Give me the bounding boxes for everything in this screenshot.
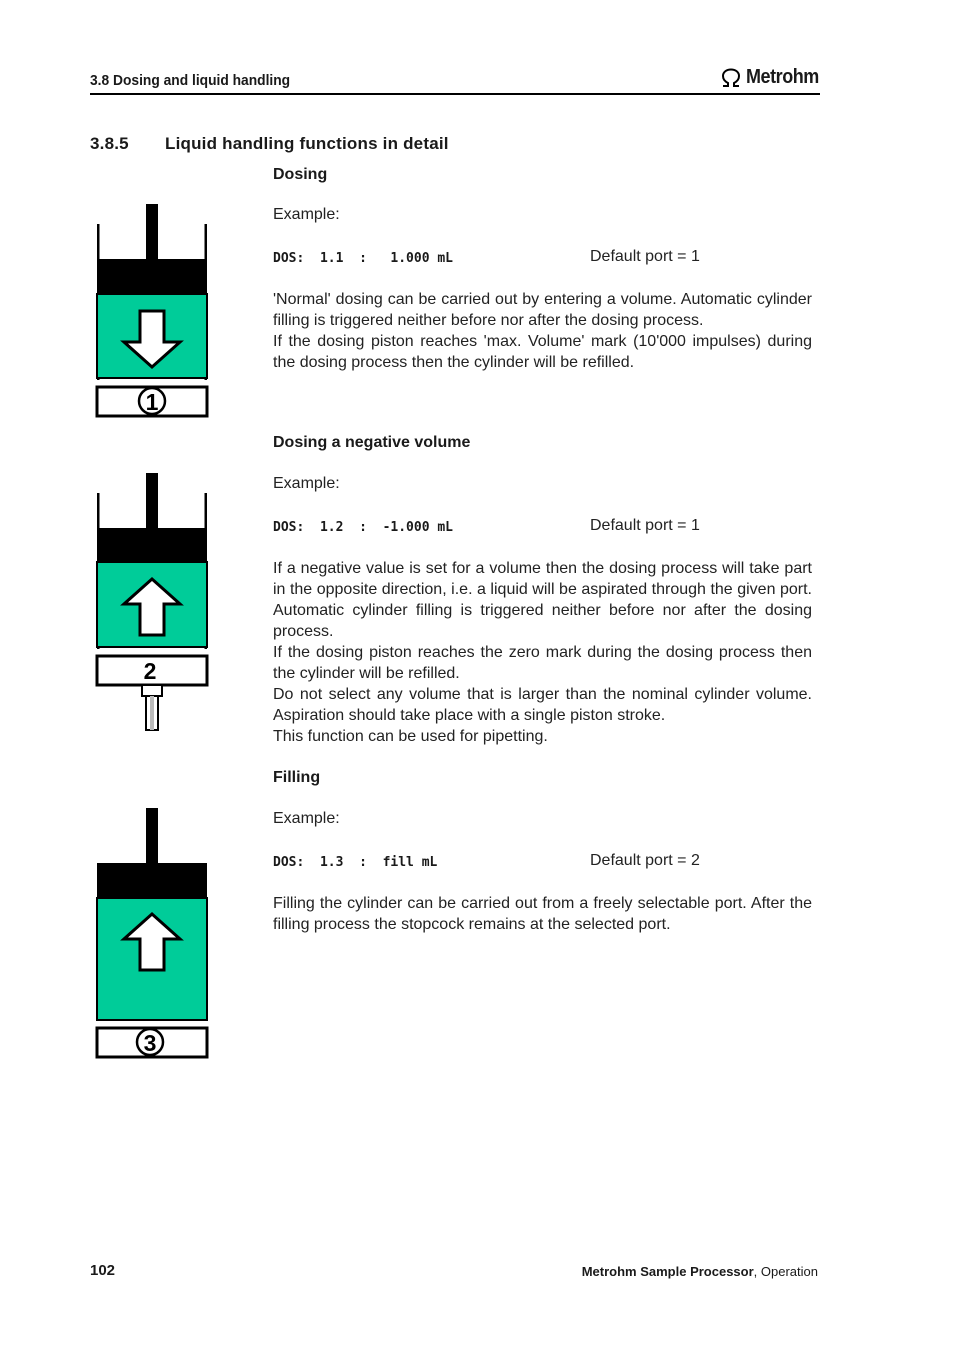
metrohm-logo <box>720 66 827 89</box>
paragraph: If a negative value is set for a volume then the dosing process will take part in the opposite direction, i.e. a liquid will be aspirated through the given port. Automatic cylinder filling is triggered neither before nor after the dosing process. <box>273 560 812 640</box>
dosing-cylinder-figure <box>94 204 210 420</box>
example-label: Example: <box>273 206 340 223</box>
omega-icon <box>720 68 742 88</box>
port-label: 1 <box>145 389 159 415</box>
example-label: Example: <box>273 475 340 492</box>
section-number: 3.8.5 <box>90 134 129 153</box>
section-title: Liquid handling functions in detail <box>165 134 449 153</box>
port-label: 2 <box>143 658 157 684</box>
command-line: DOS: 1.2 : -1.000 mL <box>273 520 454 535</box>
block-title-negative: Dosing a negative volume <box>273 434 471 451</box>
paragraph: If the dosing piston reaches the zero mark during the dosing process then the cylinder will be refilled. <box>273 644 812 682</box>
default-port: Default port = 1 <box>590 517 700 534</box>
footer-product <box>582 1264 818 1279</box>
header-rule <box>90 93 820 95</box>
product-name: Metrohm Sample Processor <box>581 1264 754 1279</box>
running-header: 3.8 Dosing and liquid handling <box>90 72 291 89</box>
paragraph: If the dosing piston reaches 'max. Volume' mark (10'000 impulses) during the dosing process then the cylinder will be refilled. <box>273 333 812 371</box>
paragraph: This function can be used for pipetting. <box>273 728 548 745</box>
logo-text: Metrohm <box>746 66 819 88</box>
paragraph: Filling the cylinder can be carried out from a freely selectable port. After the filling process the stopcock remains at the selected port. <box>273 895 812 933</box>
port-label: 3 <box>143 1030 157 1056</box>
filling-cylinder-figure <box>94 808 210 1062</box>
block-title-filling: Filling <box>273 769 321 786</box>
page-number: 102 <box>90 1262 116 1279</box>
block-title-dosing: Dosing <box>273 166 328 183</box>
example-label: Example: <box>273 810 340 827</box>
negative-volume-cylinder-figure <box>94 473 210 733</box>
default-port: Default port = 1 <box>590 248 700 265</box>
command-line: DOS: 1.3 : fill mL <box>273 855 438 870</box>
block-text <box>273 289 812 373</box>
block-text <box>273 558 812 747</box>
product-suffix: , Operation <box>753 1264 818 1279</box>
default-port: Default port = 2 <box>590 852 700 869</box>
paragraph: Do not select any volume that is larger than the nominal cylinder volume. Aspiration should take place with a single piston stroke. <box>273 686 812 724</box>
paragraph: 'Normal' dosing can be carried out by entering a volume. Automatic cylinder filling is triggered neither before nor after the dosing process. <box>273 291 812 329</box>
block-text <box>273 893 812 935</box>
command-line: DOS: 1.1 : 1.000 mL <box>273 251 454 266</box>
